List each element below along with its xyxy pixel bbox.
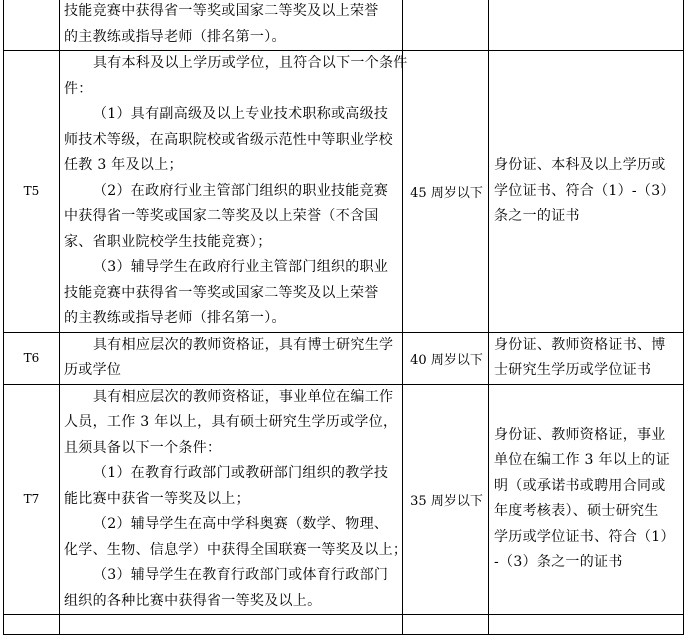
age-limit bbox=[403, 615, 489, 635]
requirement-line: （1）具有副高级及以上专业技术职称或高级技 bbox=[93, 106, 389, 122]
documents-cell bbox=[489, 615, 684, 635]
document-line: 士研究生学历或学位证书 bbox=[494, 362, 652, 378]
age-limit: 40 周岁以下 bbox=[403, 332, 489, 384]
document-line: -（3）条之一的证书 bbox=[494, 554, 623, 571]
requirement-line: 具有相应层次的教师资格证，具有博士研究生学 bbox=[93, 336, 394, 353]
requirement-line: 中获得省一等奖或国家二等奖及以上荣誉（不含国 bbox=[64, 208, 379, 224]
requirement-line: 历或学位 bbox=[64, 362, 122, 378]
document-line: 学位证书、符合（1）-（3） bbox=[494, 182, 675, 199]
requirement-line: （2）辅导学生在高中学科奥赛（数学、物理、 bbox=[93, 516, 389, 532]
documents-cell bbox=[489, 332, 684, 384]
requirement-line: 具有本科及以上学历或学位，且符合以下一个条件 bbox=[93, 55, 408, 71]
requirement-line: 能比赛中获省一等奖及以上； bbox=[64, 490, 250, 507]
table-row bbox=[4, 51, 684, 333]
document-line: 身份证、本科及以上学历或 bbox=[494, 157, 666, 173]
requirement-line: 且须具备以下一个条件： bbox=[64, 439, 222, 456]
document-line: 身份证、教师资格证书、博 bbox=[494, 336, 666, 353]
requirements-cell bbox=[60, 615, 403, 635]
table-row bbox=[4, 384, 684, 615]
table-body bbox=[4, 0, 684, 635]
position-code: T7 bbox=[4, 384, 60, 615]
requirements-cell bbox=[60, 384, 408, 615]
position-code: T5 bbox=[4, 51, 60, 333]
text-cursor bbox=[683, 376, 684, 396]
requirement-line: 师技术等级，在高职院校或省级示范性中等职业学校 bbox=[64, 131, 393, 148]
age-limit: 35 周岁以下 bbox=[403, 384, 489, 615]
requirement-line: （1）在教育行政部门或教研部门组织的教学技 bbox=[93, 465, 389, 481]
position-code bbox=[4, 615, 60, 635]
requirement-line: 件： bbox=[64, 80, 93, 97]
requirement-line: （3）辅导学生在教育行政部门或体育行政部门 bbox=[93, 567, 389, 583]
requirement-line: 家、省职业院校学生技能竞赛）； bbox=[64, 233, 272, 250]
documents-cell bbox=[489, 384, 684, 615]
recruitment-requirements-table bbox=[3, 0, 684, 635]
document-line: 单位在编工作 3 年以上的证 bbox=[494, 452, 671, 469]
document-line: 身份证、教师资格证，事业 bbox=[494, 426, 666, 443]
table-row bbox=[4, 332, 684, 384]
document-line: 学历或学位证书、符合（1） bbox=[494, 528, 675, 545]
requirement-line: 的主教练或指导老师（排名第一）。 bbox=[64, 28, 286, 45]
requirement-line: 化学、生物、信息学）中获得全国联赛一等奖及以上； bbox=[64, 541, 408, 558]
requirement-line: （2）在政府行业主管部门组织的职业技能竞赛 bbox=[93, 182, 389, 199]
document-line: 条之一的证书 bbox=[494, 208, 580, 224]
document-line: 明（或承诺书或聘用合同或 bbox=[494, 477, 666, 494]
requirement-line: 组织的各种比赛中获得省一等奖及以上。 bbox=[64, 592, 322, 609]
requirements-cell bbox=[60, 332, 403, 384]
documents-cell bbox=[489, 51, 684, 333]
position-code: T6 bbox=[4, 332, 60, 384]
requirement-line: （3）辅导学生在政府行业主管部门组织的职业 bbox=[93, 259, 389, 275]
requirement-line: 技能竞赛中获得省一等奖或国家二等奖及以上荣誉 bbox=[64, 3, 379, 19]
documents-cell bbox=[489, 0, 684, 51]
requirements-cell bbox=[60, 0, 403, 51]
table-row bbox=[4, 0, 684, 51]
document-line: 年度考核表）、硕士研究生 bbox=[494, 503, 659, 520]
requirement-line: 技能竞赛中获得省一等奖或国家二等奖及以上荣誉 bbox=[64, 284, 379, 301]
table-row bbox=[4, 615, 684, 635]
age-limit: 45 周岁以下 bbox=[403, 51, 489, 333]
requirement-line: 的主教练或指导老师（排名第一）。 bbox=[64, 310, 286, 326]
age-limit bbox=[403, 0, 489, 51]
requirement-line: 具有相应层次的教师资格证，事业单位在编工作 bbox=[93, 388, 394, 405]
position-code bbox=[4, 0, 60, 51]
requirements-cell bbox=[60, 51, 408, 333]
requirement-line: 人员，工作 3 年以上，具有硕士研究生学历或学位， bbox=[64, 414, 398, 430]
requirement-line: 任教 3 年及以上； bbox=[64, 157, 183, 173]
